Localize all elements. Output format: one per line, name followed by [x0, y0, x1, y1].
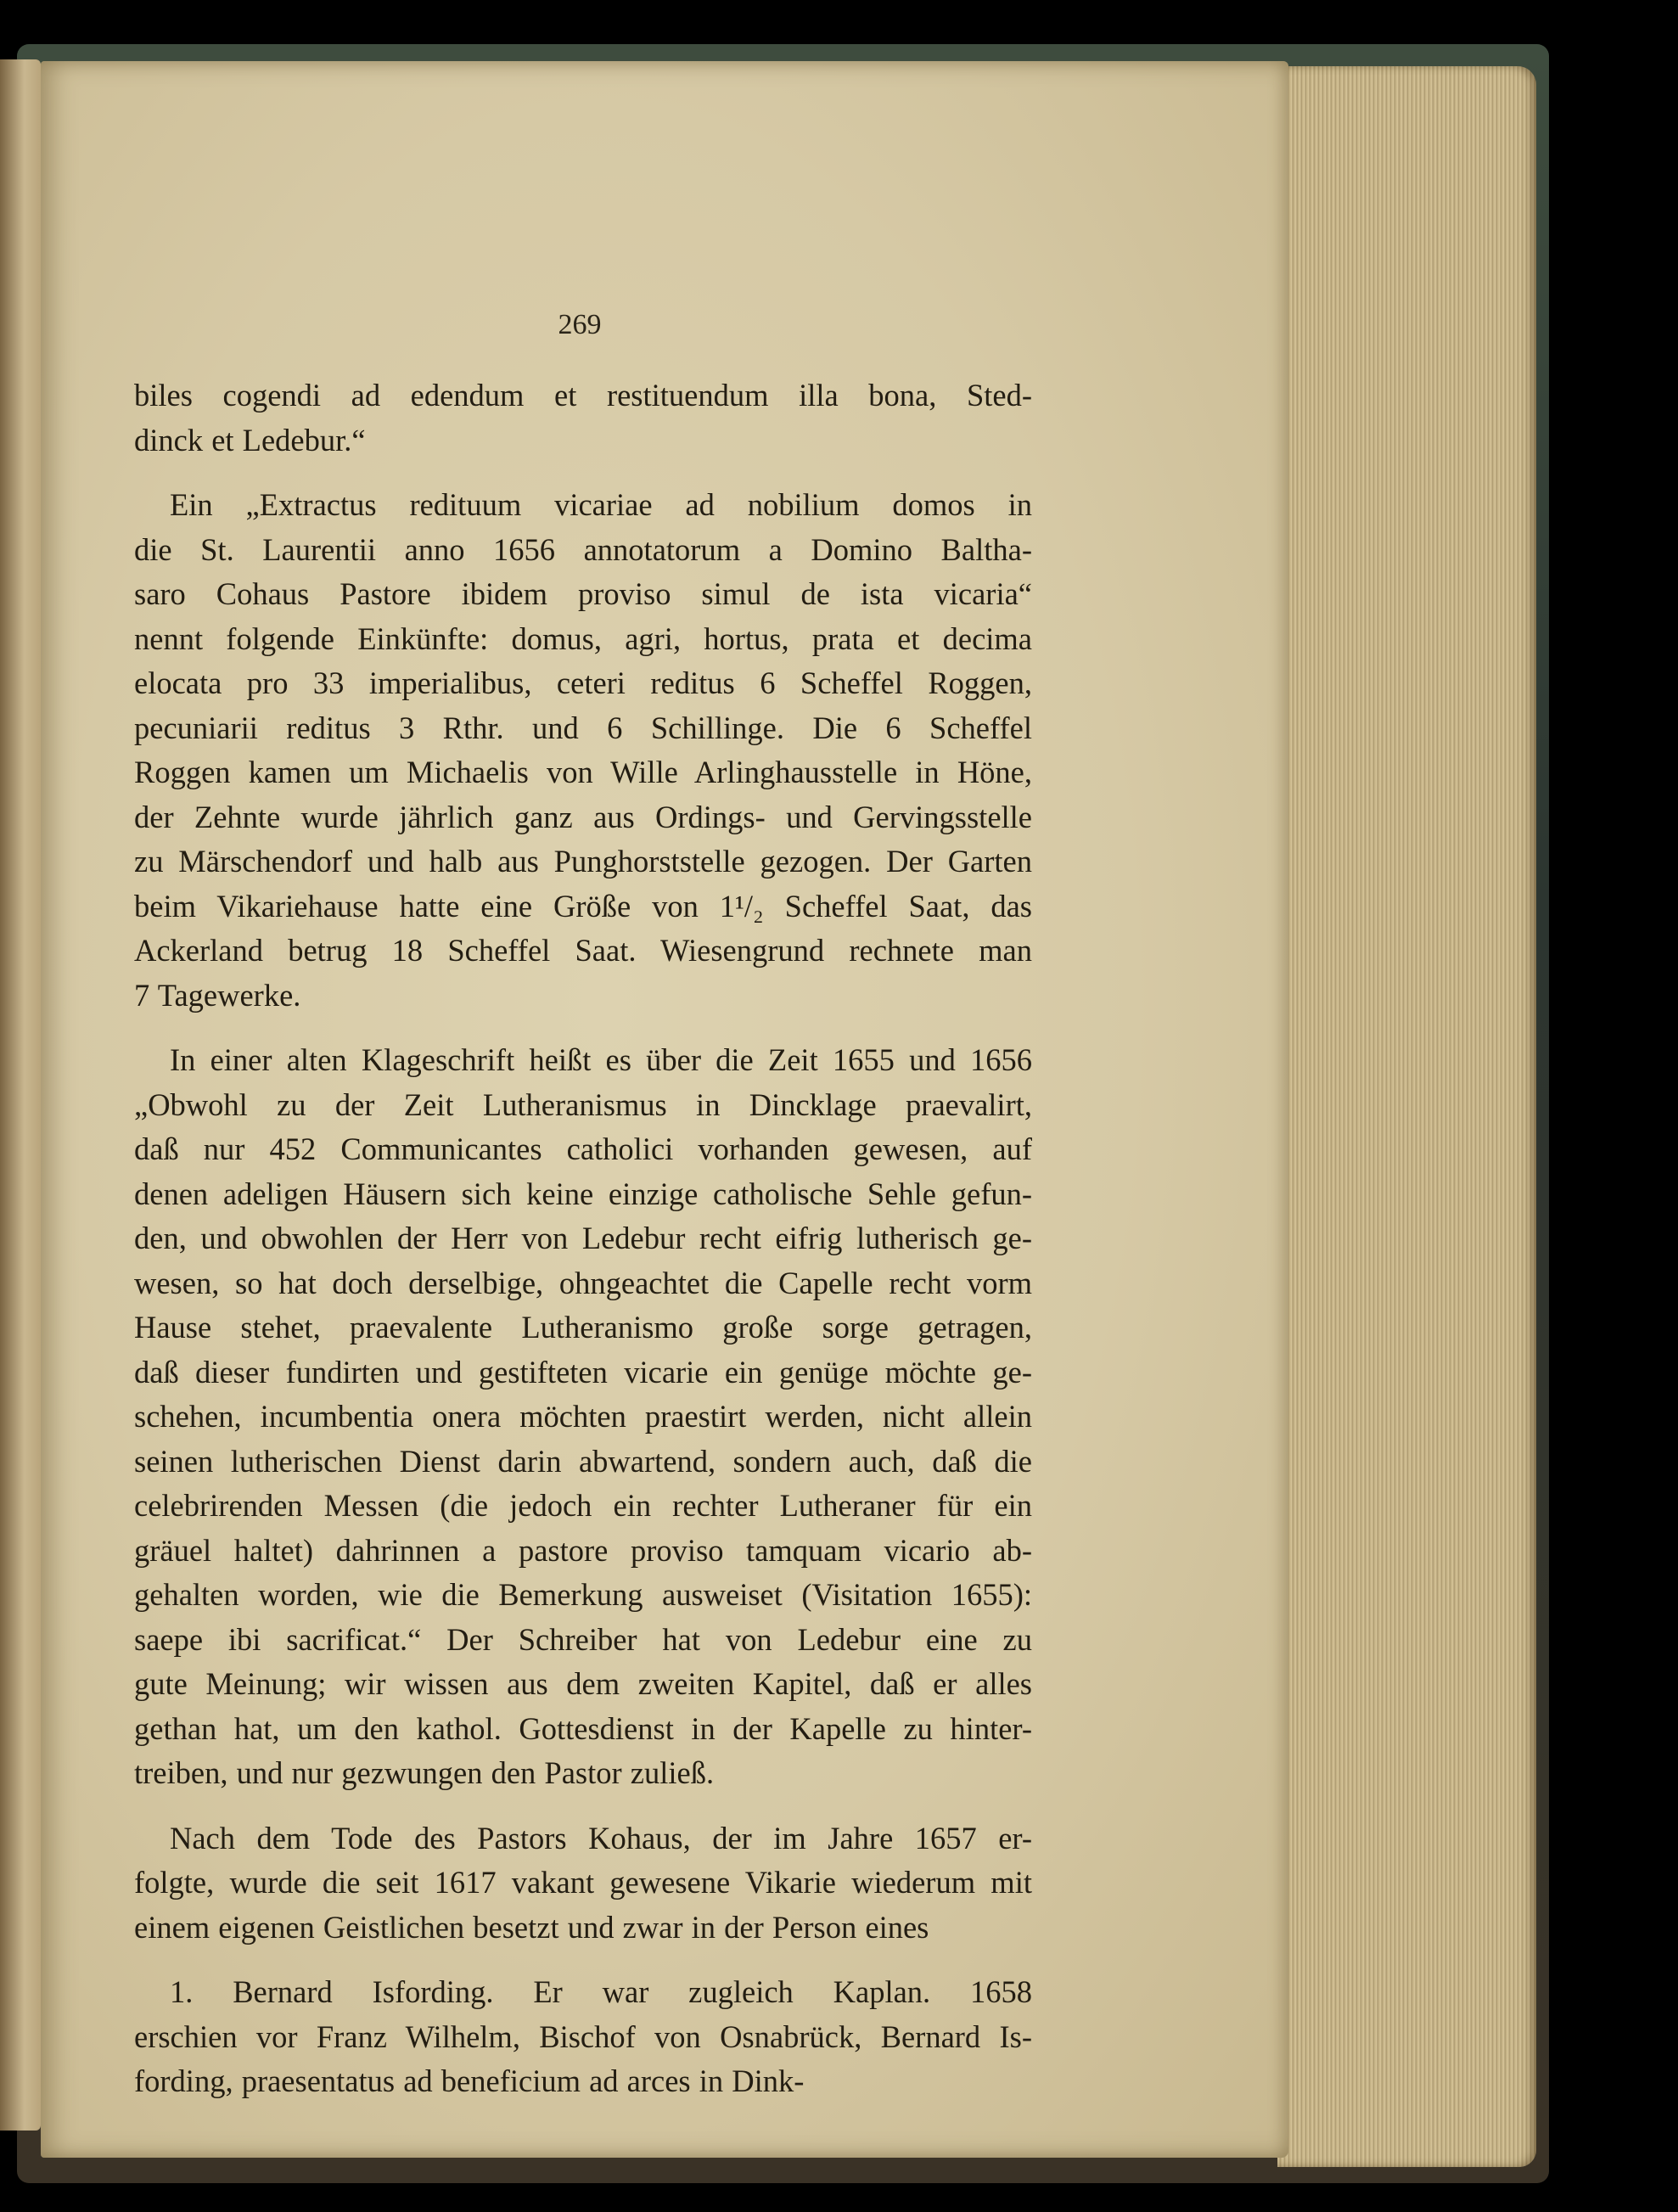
- text-line: seinen lutherischen Dienst darin abwartend, sondern auch, daß die: [134, 1443, 1032, 1479]
- text-line: Ackerland betrug 18 Scheffel Saat. Wiesengrund rechnete man: [134, 933, 1032, 968]
- text-line: gethan hat, um den kathol. Gottesdienst in der Kapelle zu hinter-: [134, 1710, 1032, 1746]
- text-line: gräuel haltet) dahrinnen a pastore proviso tamquam vicario ab-: [134, 1532, 1032, 1568]
- text-line: die St. Laurentii anno 1656 annotatorum a Domino Baltha-: [134, 531, 1032, 567]
- text-line: wesen, so hat doch derselbige, ohngeachtet die Capelle recht vorm: [134, 1265, 1032, 1300]
- text-line: fording, praesentatus ad beneficium ad arces in Dink-: [134, 2063, 805, 2098]
- text-line: biles cogendi ad edendum et restituendum illa bona, Sted-: [134, 378, 1032, 413]
- previous-page-edge: [0, 59, 41, 2131]
- text-line: treiben, und nur gezwungen den Pastor zuließ.: [134, 1755, 715, 1790]
- text-line: Nach dem Tode des Pastors Kohaus, der im Jahre 1657 er-: [170, 1820, 1032, 1855]
- text-line: In einer alten Klageschrift heißt es über die Zeit 1655 und 1656: [170, 1042, 1032, 1077]
- text-line: den, und obwohlen der Herr von Ledebur recht eifrig lutherisch ge-: [134, 1221, 1032, 1255]
- text-line: beim Vikariehause hatte eine Größe von 1¹/₂ Scheffel Saat, das: [134, 888, 1032, 924]
- text-line: gute Meinung; wir wissen aus dem zweiten Kapitel, daß er alles: [134, 1666, 1032, 1701]
- text-line: Hause stehet, praevalente Lutheranismo große sorge getragen,: [134, 1310, 1032, 1345]
- text-line: folgte, wurde die seit 1617 vakant gewesene Vikarie wiederum mit: [134, 1865, 1032, 1900]
- text-line: saro Cohaus Pastore ibidem proviso simul de ista vicaria“: [134, 576, 1032, 611]
- book-page: [41, 61, 1288, 2158]
- paragraph: [134, 1970, 1032, 2104]
- text-line: elocata pro 33 imperialibus, ceteri reditus 6 Scheffel Roggen,: [134, 665, 1032, 700]
- page-number: 269: [558, 309, 602, 340]
- paragraph: [134, 373, 1032, 463]
- text-line: der Zehnte wurde jährlich ganz aus Ordings- und Gervingsstelle: [134, 799, 1032, 834]
- text-line: dinck et Ledebur.“: [134, 422, 366, 458]
- text-line: Ein „Extractus redituum vicariae ad nobilium domos in: [170, 487, 1032, 522]
- paragraph: [134, 483, 1032, 1018]
- text-line: 7 Tagewerke.: [134, 977, 301, 1013]
- page-block-edges: [1277, 66, 1536, 2167]
- paragraph: [134, 1816, 1032, 1951]
- text-line: „Obwohl zu der Zeit Lutheranismus in Dincklage praevalirt,: [134, 1086, 1032, 1122]
- body-text: [134, 373, 1032, 2104]
- text-line: gehalten worden, wie die Bemerkung ausweiset (Visitation 1655):: [134, 1577, 1032, 1612]
- text-line: saepe ibi sacrificat.“ Der Schreiber hat von Ledebur eine zu: [134, 1621, 1032, 1657]
- text-line: pecuniarii reditus 3 Rthr. und 6 Schillinge. Die 6 Scheffel: [134, 710, 1032, 745]
- text-line: 1. Bernard Isfording. Er war zugleich Kaplan. 1658: [170, 1974, 1032, 2009]
- text-line: daß dieser fundirten und gestifteten vicarie ein genüge möchte ge-: [134, 1354, 1032, 1390]
- text-line: nennt folgende Einkünfte: domus, agri, hortus, prata et decima: [134, 620, 1032, 656]
- text-line: zu Märschendorf und halb aus Punghorststelle gezogen. Der Garten: [134, 844, 1032, 879]
- text-line: denen adeligen Häusern sich keine einzige catholische Sehle gefun-: [134, 1176, 1032, 1211]
- text-line: erschien vor Franz Wilhelm, Bischof von Osnabrück, Bernard Is-: [134, 2018, 1032, 2054]
- text-line: daß nur 452 Communicantes catholici vorhanden gewesen, auf: [134, 1131, 1032, 1166]
- text-line: einem eigenen Geistlichen besetzt und zwar in der Person eines: [134, 1909, 929, 1945]
- text-line: Roggen kamen um Michaelis von Wille Arlinghausstelle in Höne,: [134, 755, 1032, 789]
- text-line: schehen, incumbentia onera möchten praestirt werden, nicht allein: [134, 1399, 1032, 1434]
- text-line: celebrirenden Messen (die jedoch ein rechter Lutheraner für ein: [134, 1488, 1032, 1523]
- paragraph: [134, 1038, 1032, 1796]
